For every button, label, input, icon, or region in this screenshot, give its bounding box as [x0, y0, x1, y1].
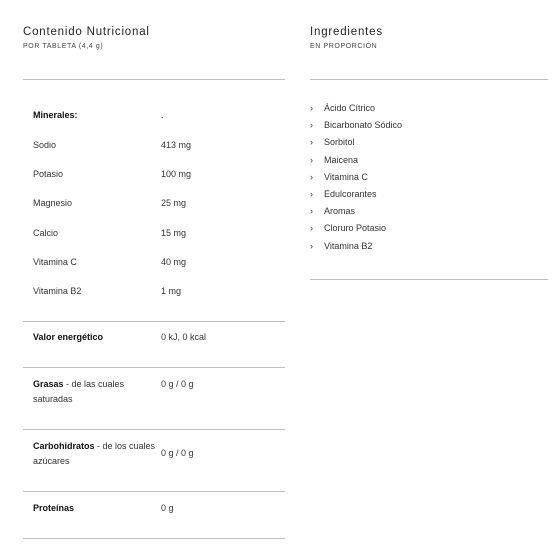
mineral-value: 40 mg: [161, 257, 187, 267]
mineral-name: Vitamina B2: [33, 286, 82, 296]
energy-value: 0 kJ, 0 kcal: [161, 332, 207, 342]
protein-value: 0 g: [161, 503, 174, 513]
chevron-right-icon: ›: [310, 103, 313, 113]
carbs-label: Carbohidratos: [33, 441, 95, 451]
minerals-value: .: [161, 110, 164, 120]
chevron-right-icon: ›: [310, 206, 313, 217]
mineral-name: Sodio: [33, 140, 57, 150]
carbs-value: 0 g / 0 g: [161, 448, 194, 458]
mineral-name: Magnesio: [33, 198, 73, 208]
list-item: › Vitamina C: [310, 169, 402, 186]
mineral-name: Potasio: [33, 169, 64, 179]
nutrition-panel: [23, 25, 285, 513]
nutrition-title: Contenido Nutricional: [23, 26, 150, 38]
chevron-right-icon: ›: [310, 223, 313, 234]
list-item: › Bicarbonato Sódico: [310, 117, 402, 134]
carbs-label-group: [33, 439, 158, 469]
fats-sub: - de las cuales saturadas: [33, 379, 125, 404]
ingredients-panel: [310, 25, 548, 251]
fats-value: 0 g / 0 g: [161, 379, 194, 389]
fats-label-group: [33, 377, 158, 407]
list-item: › Vitamina B2: [310, 238, 402, 255]
mineral-value: 100 mg: [161, 169, 192, 179]
list-item: › Aromas: [310, 203, 402, 220]
ingredients-subtitle: EN PROPORCIÓN: [310, 43, 378, 50]
list-item: › Maicena: [310, 152, 402, 169]
chevron-right-icon: ›: [310, 171, 313, 182]
ingredients-title: Ingredientes: [310, 26, 383, 38]
energy-label: Valor energético: [33, 332, 104, 342]
minerals-label: Minerales:: [33, 110, 78, 120]
nutrition-subtitle: POR TABLETA (4,4 g): [23, 43, 104, 50]
chevron-right-icon: ›: [310, 189, 313, 200]
mineral-value: 25 mg: [161, 198, 187, 208]
divider: [23, 491, 285, 492]
divider: [23, 429, 285, 430]
carbs-sub: - de los cuales azúcares: [33, 441, 156, 466]
list-item: › Cloruro Potasio: [310, 220, 402, 237]
ingredients-top-divider: [310, 79, 548, 80]
list-item: › Ácido Cítrico: [310, 100, 402, 117]
divider: [23, 538, 285, 539]
mineral-value: 15 mg: [161, 228, 187, 238]
mineral-name: Calcio: [33, 228, 59, 238]
fats-label: Grasas: [33, 379, 64, 389]
chevron-right-icon: ›: [310, 137, 313, 148]
list-item: › Edulcorantes: [310, 186, 402, 203]
ingredients-list: [310, 100, 402, 255]
ingredients-bottom-divider: [310, 279, 548, 280]
mineral-name: Vitamina C: [33, 257, 77, 267]
divider: [23, 367, 285, 368]
list-item: › Sorbitol: [310, 134, 402, 151]
chevron-right-icon: ›: [310, 154, 313, 165]
mineral-value: 1 mg: [161, 286, 182, 296]
chevron-right-icon: ›: [310, 120, 313, 131]
divider: [23, 321, 285, 322]
chevron-right-icon: ›: [310, 240, 313, 251]
protein-label: Proteínas: [33, 503, 75, 513]
mineral-value: 413 mg: [161, 140, 192, 150]
nutrition-top-divider: [23, 79, 285, 80]
